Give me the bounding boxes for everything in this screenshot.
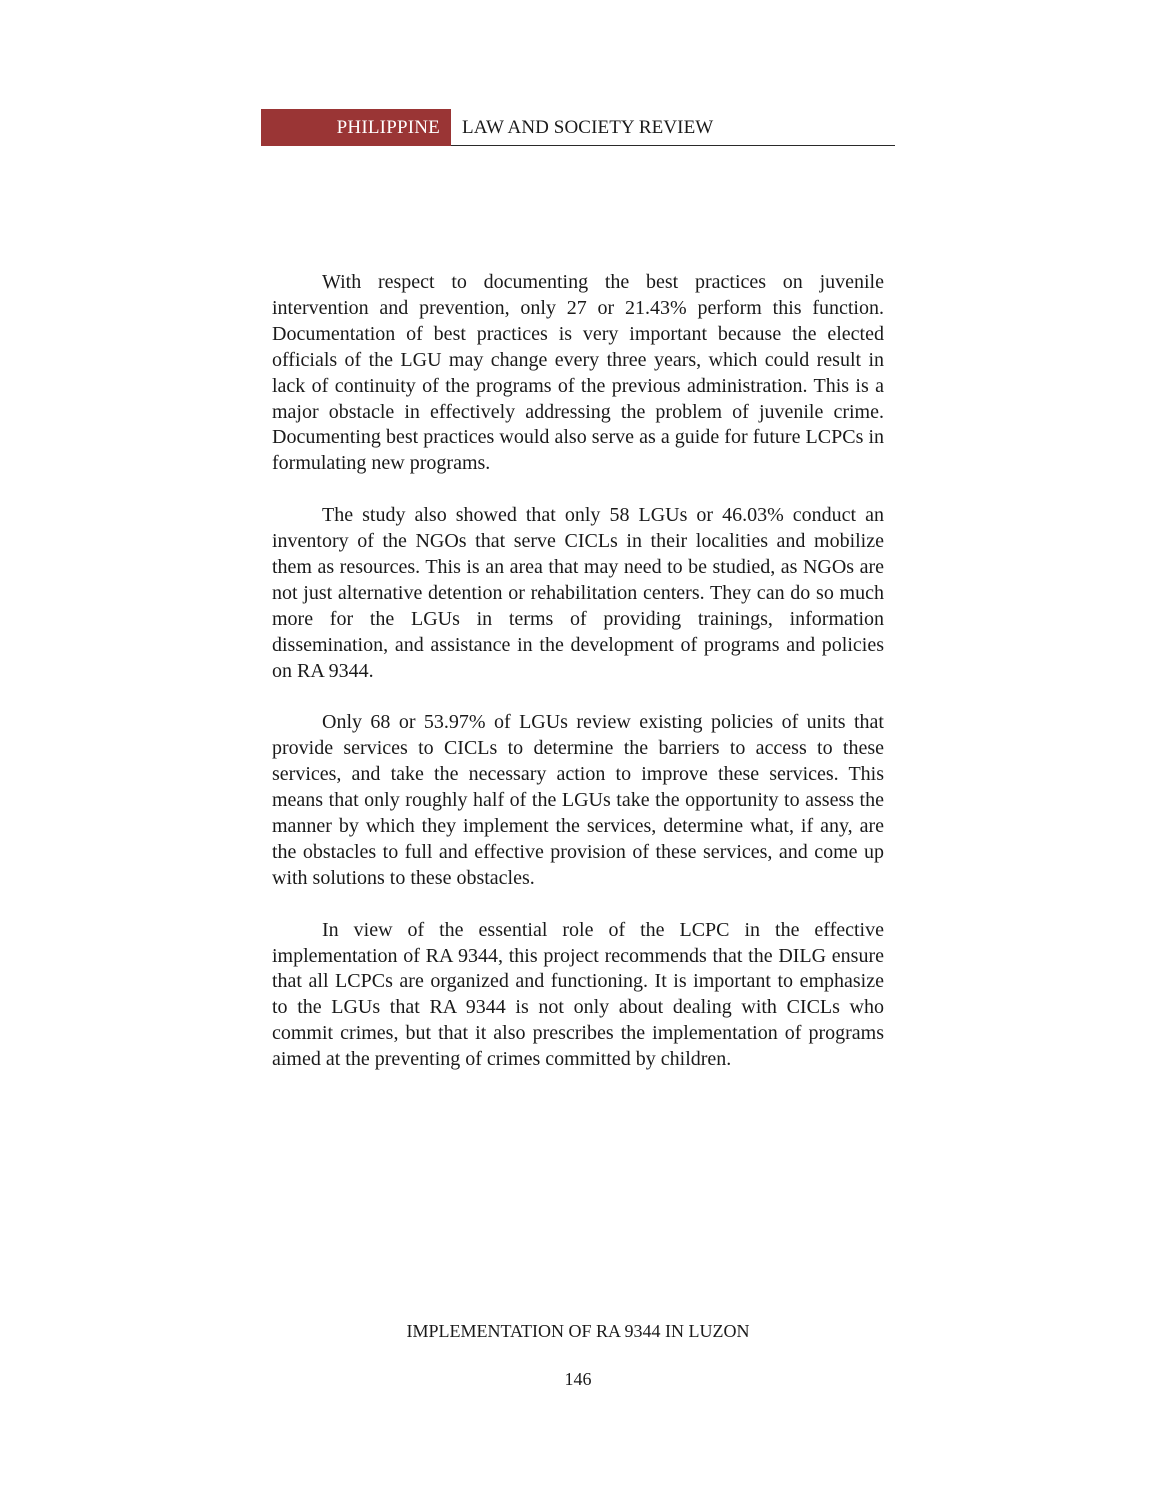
paragraph-policy-review: Only 68 or 53.97% of LGUs review existing policies of units that provide services to CICLs to determine the barriers to access to these services, and take the necessary action to improve these services. This means that only roughly half of the LGUs take the opportunity to assess the manner by which they implement the services, determine what, if any, are the obstacles to full and effective provision of these services, and come up with solutions to these obstacles. — [272, 711, 884, 889]
article-body — [272, 270, 884, 1099]
paragraph-recommendation: In view of the essential role of the LCPC in the effective implementation of RA 9344, this project recommends that the DILG ensure that all LCPCs are organized and functioning. It is important to emphasize to the LGUs that RA 9344 is not only about dealing with CICLs who commit crimes, but that it also prescribes the implementation of programs aimed at the preventing of crimes committed by children. — [272, 918, 884, 1071]
journal-title: LAW AND SOCIETY REVIEW — [462, 117, 714, 138]
journal-tag: PHILIPPINE — [261, 109, 451, 146]
paragraph-ngo-inventory: The study also showed that only 58 LGUs or 46.03% conduct an inventory of the NGOs that serve CICLs in their localities and mobilize them as resources. This is an area that may need to be studied, as NGOs are not just alternative detention or rehabilitation centers. They can do so much more for the LGUs in terms of providing trainings, information dissemination, and assistance in the development of programs and policies on RA 9344. — [272, 504, 884, 682]
page-number: 146 — [564, 1369, 592, 1389]
running-header — [261, 109, 895, 146]
paragraph-best-practices: With respect to documenting the best practices on juvenile intervention and prevention, only 27 or 21.43% perform this function. Documentation of best practices is very important because the elected officials of the LGU may change every three years, which could result in lack of continuity of the programs of the previous administration. This is a major obstacle in effectively addressing the problem of juvenile crime. Documenting best practices would also serve as a guide for future LCPCs in formulating new programs. — [272, 271, 884, 475]
running-footer-title: IMPLEMENTATION OF RA 9344 IN LUZON — [406, 1321, 750, 1341]
